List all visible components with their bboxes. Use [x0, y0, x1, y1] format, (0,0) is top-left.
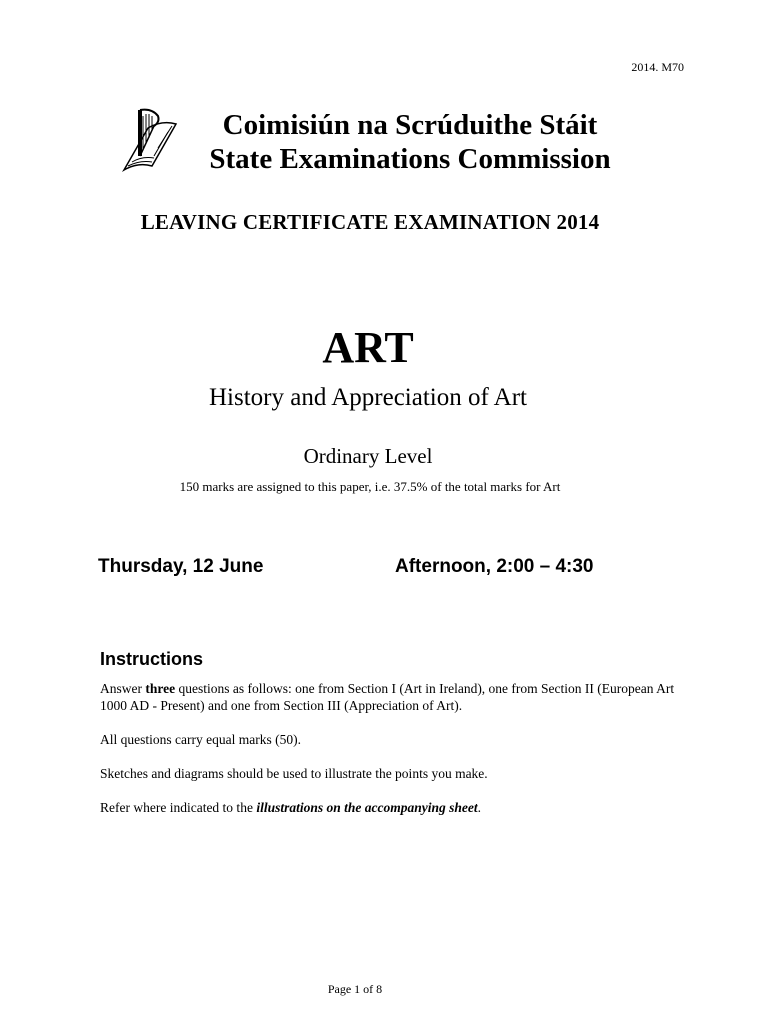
instruction-emphasis: illustrations on the accompanying sheet: [256, 800, 478, 815]
exam-title: LEAVING CERTIFICATE EXAMINATION 2014: [140, 210, 600, 234]
instruction-paragraph: All questions carry equal marks (50).: [100, 732, 301, 747]
paper-code: 2014. M70: [631, 60, 684, 74]
commission-name-english: State Examinations Commission: [209, 143, 611, 175]
instruction-emphasis: three: [145, 681, 176, 696]
instruction-paragraph: [100, 680, 680, 714]
exam-date: Thursday, 12 June: [98, 556, 264, 577]
marks-note: 150 marks are assigned to this paper, i.e. 37.5% of the total marks for Art: [179, 479, 561, 494]
instructions-heading: Instructions: [100, 649, 204, 669]
subject-title: ART: [322, 323, 414, 372]
commission-name: [190, 108, 630, 176]
instruction-paragraph: Sketches and diagrams should be used to illustrate the points you make.: [100, 766, 488, 781]
instruction-text: Answer: [100, 681, 146, 696]
commission-name-irish: Coimisiún na Scrúduithe Stáit: [222, 109, 598, 141]
instruction-paragraph: [100, 799, 680, 816]
paper-title: History and Appreciation of Art: [209, 384, 527, 411]
instruction-text: .: [477, 800, 481, 815]
exam-level: Ordinary Level: [303, 444, 433, 468]
harp-book-logo-icon: [118, 104, 184, 174]
instructions-body: [100, 680, 680, 833]
instruction-text: questions as follows: one from Section I (Art in Ireland), one from Section II (European Art 1000 AD - Present) and one from Section III (Appreciation of Art).: [100, 681, 675, 713]
exam-time: Afternoon, 2:00 – 4:30: [395, 556, 594, 577]
instruction-text: Refer where indicated to the: [100, 800, 257, 815]
page-number: Page 1 of 8: [327, 982, 383, 996]
